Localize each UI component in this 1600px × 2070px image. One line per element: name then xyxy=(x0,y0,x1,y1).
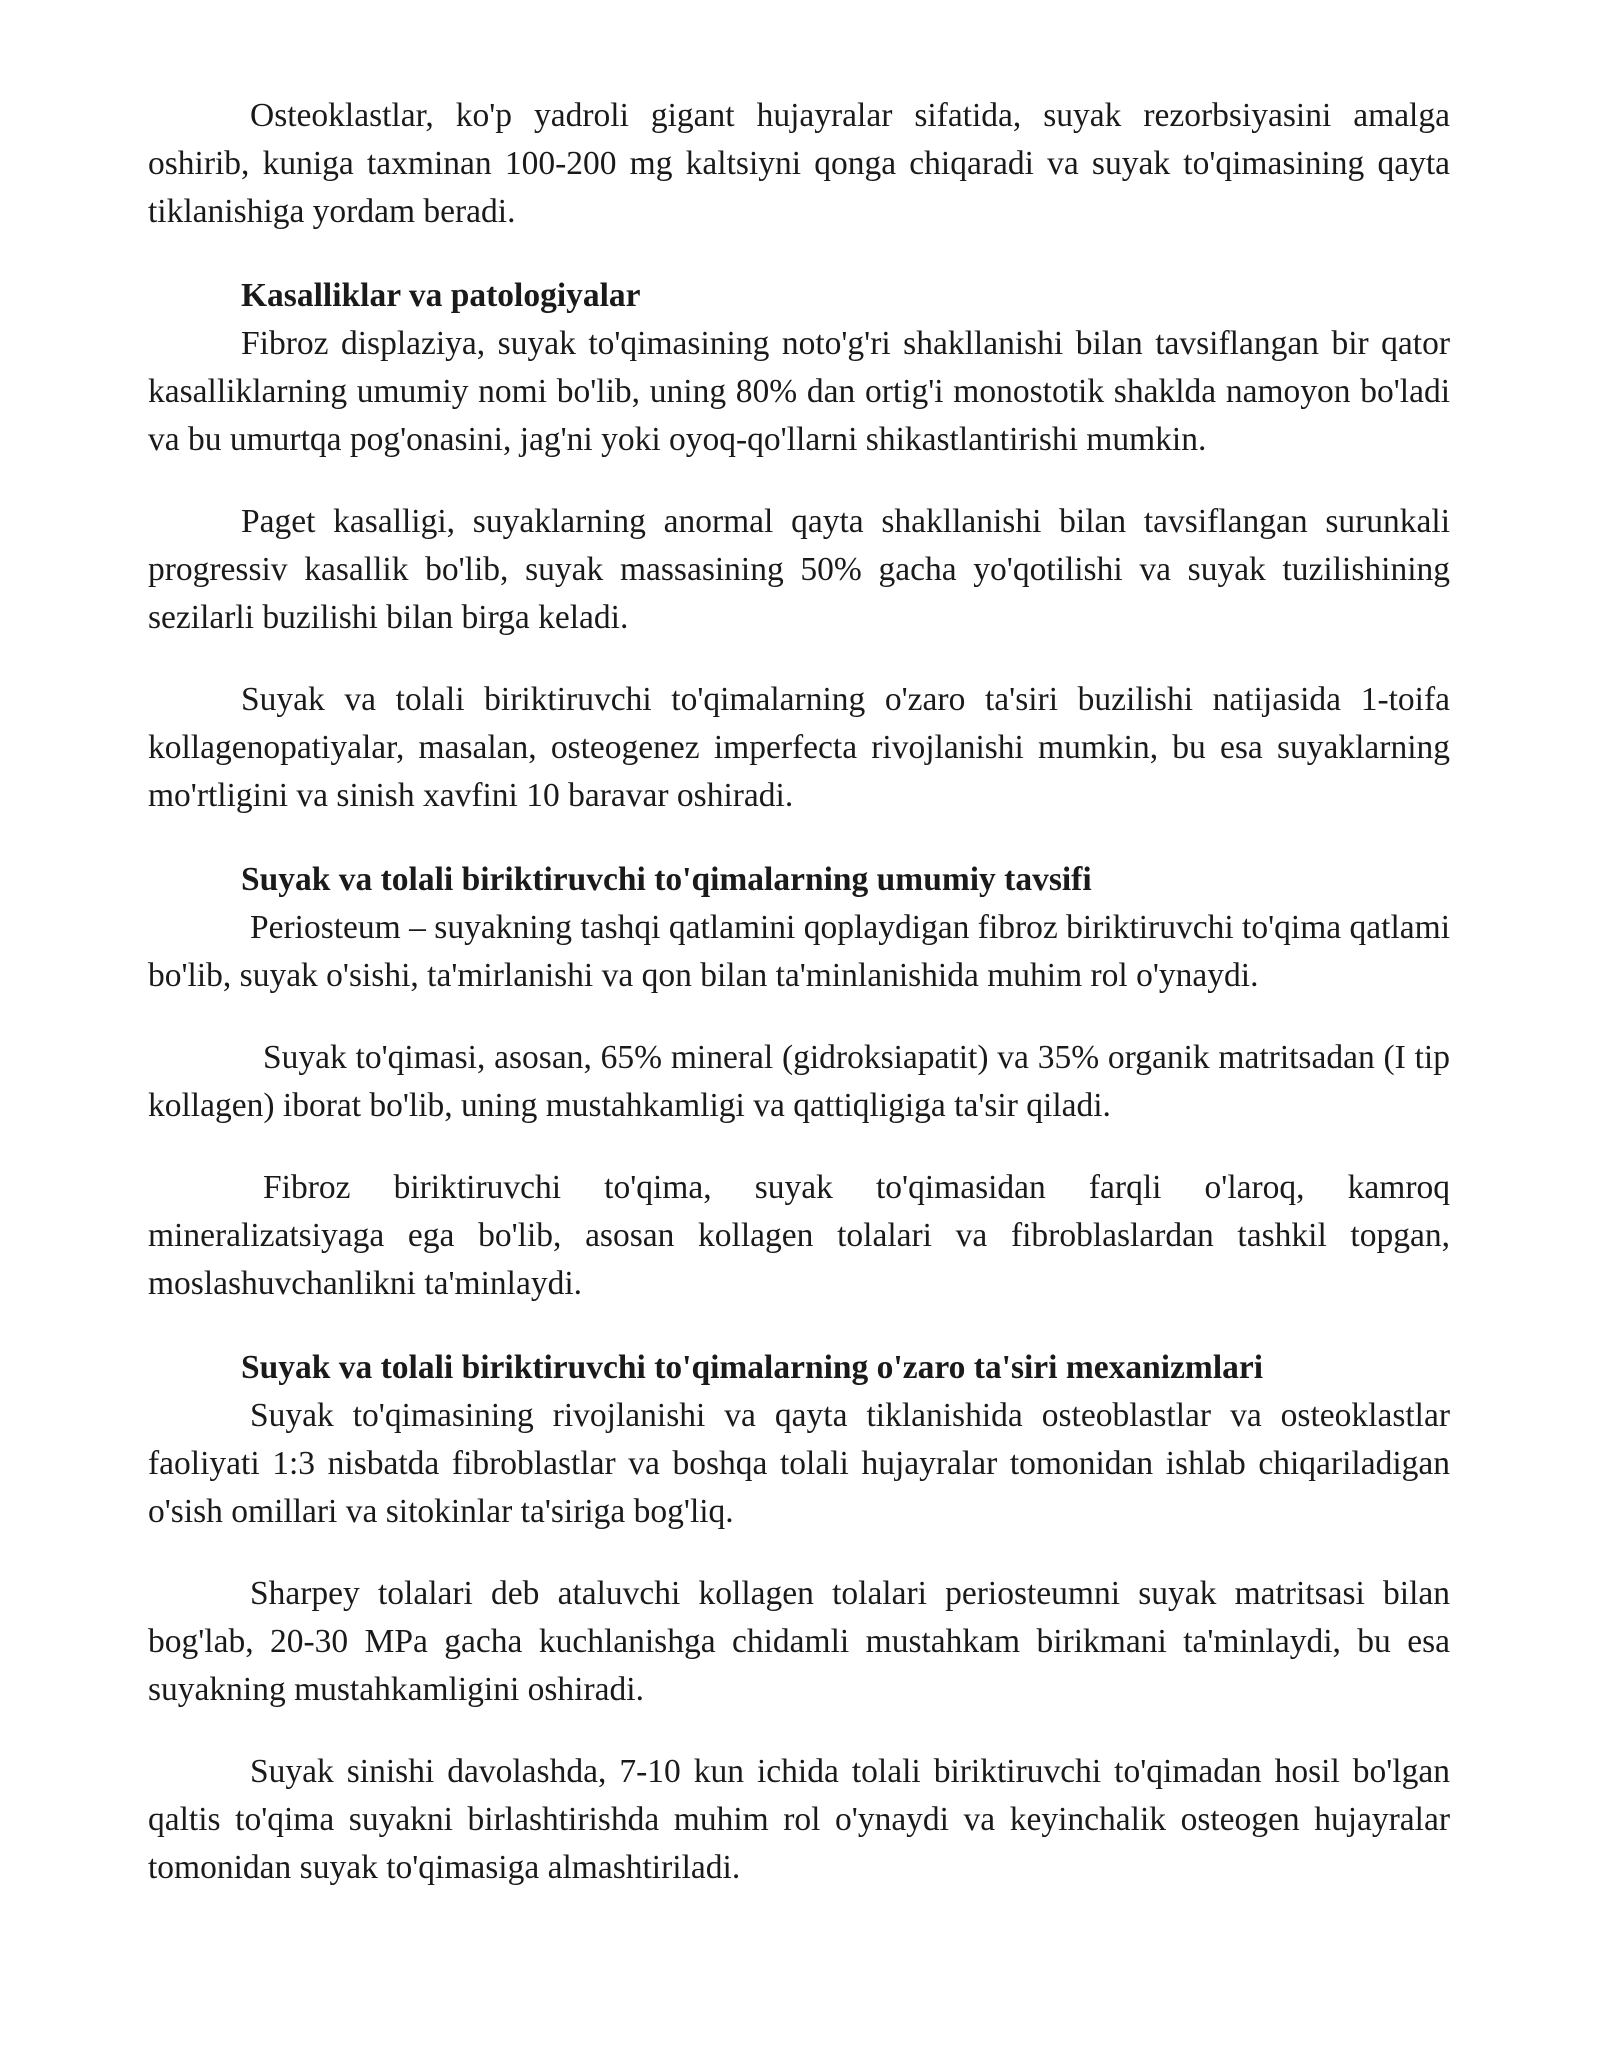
spacer xyxy=(148,820,1450,856)
spacer xyxy=(148,236,1450,272)
paragraph-fibrous-dysplasia: Fibroz displaziya, suyak to'qimasining noto'g'ri shakllanishi bilan tavsiflangan bir qator kasalliklarning umumiy nomi bo'lib, uning 80% dan ortig'i monostotik shaklda namoyon bo'ladi va bu umurtqa pog'onasini, jag'ni yoki oyoq-qo'llarni shikastlantirishi mumkin. xyxy=(148,325,1450,458)
spacer xyxy=(148,1714,1450,1748)
heading-diseases: Kasalliklar va patologiyalar xyxy=(241,277,641,314)
spacer xyxy=(148,1000,1450,1034)
paragraph-paget: Paget kasalligi, suyaklarning anormal qayta shakllanishi bilan tavsiflangan surunkali progressiv kasallik bo'lib, suyak massasining 50% gacha yo'qotilishi va suyak tuzilishining sezilarli buzilishi bilan birga keladi. xyxy=(148,503,1450,636)
spacer xyxy=(148,464,1450,498)
paragraph-collagenopathies: Suyak va tolali biriktiruvchi to'qimalarning o'zaro ta'siri buzilishi natijasida 1-toifa kollagenopatiyalar, masalan, osteogenez imperfecta rivojlanishi mumkin, bu esa suyaklarning mo'rtligini va sinish xavfini 10 baravar oshiradi. xyxy=(148,681,1450,814)
paragraph-osteoclasts: Osteoklastlar, ko'p yadroli gigant hujayralar sifatida, suyak rezorbsiyasini amalga oshirib, kuniga taxminan 100-200 mg kaltsiyni qonga chiqaradi va suyak to'qimasining qayta tiklanishiga yordam beradi. xyxy=(148,97,1450,230)
paragraph-osteoblasts: Suyak to'qimasining rivojlanishi va qayta tiklanishida osteoblastlar va osteoklastlar faoliyati 1:3 nisbatda fibroblastlar va boshqa tolali hujayralar tomonidan ishlab chiqariladigan o'sish omillari va sitokinlar ta'siriga bog'liq. xyxy=(148,1397,1450,1530)
paragraph-fibrous-tissue: Fibroz biriktiruvchi to'qima, suyak to'qimasidan farqli o'laroq, kamroq mineralizatsiyaga ega bo'lib, asosan kollagen tolalari va fibroblaslardan tashkil topgan, moslashuvchanlikni ta'minlaydi. xyxy=(148,1169,1450,1302)
spacer xyxy=(148,1130,1450,1164)
document-page xyxy=(148,92,1450,1892)
heading-interaction-mechanisms: Suyak va tolali biriktiruvchi to'qimalarning o'zaro ta'siri mexanizmlari xyxy=(241,1349,1264,1386)
paragraph-fracture-healing: Suyak sinishi davolashda, 7-10 kun ichida tolali biriktiruvchi to'qimadan hosil bo'lgan qaltis to'qima suyakni birlashtirishda muhim rol o'ynaydi va keyinchalik osteogen hujayralar tomonidan suyak to'qimasiga almashtiriladi. xyxy=(148,1753,1450,1886)
paragraph-sharpey-fibers: Sharpey tolalari deb ataluvchi kollagen tolalari periosteumni suyak matritsasi bilan bog'lab, 20-30 MPa gacha kuchlanishga chidamli mustahkam birikmani ta'minlaydi, bu esa suyakning mustahkamligini oshiradi. xyxy=(148,1575,1450,1708)
heading-general-description: Suyak va tolali biriktiruvchi to'qimalarning umumiy tavsifi xyxy=(241,861,1092,898)
spacer xyxy=(148,1536,1450,1570)
paragraph-periosteum: Periosteum – suyakning tashqi qatlamini qoplaydigan fibroz biriktiruvchi to'qima qatlami bo'lib, suyak o'sishi, ta'mirlanishi va qon bilan ta'minlanishida muhim rol o'ynaydi. xyxy=(148,909,1450,994)
paragraph-bone-composition: Suyak to'qimasi, asosan, 65% mineral (gidroksiapatit) va 35% organik matritsadan (I tip kollagen) iborat bo'lib, uning mustahkamligi va qattiqligiga ta'sir qiladi. xyxy=(148,1039,1450,1124)
spacer xyxy=(148,1308,1450,1344)
spacer xyxy=(148,642,1450,676)
